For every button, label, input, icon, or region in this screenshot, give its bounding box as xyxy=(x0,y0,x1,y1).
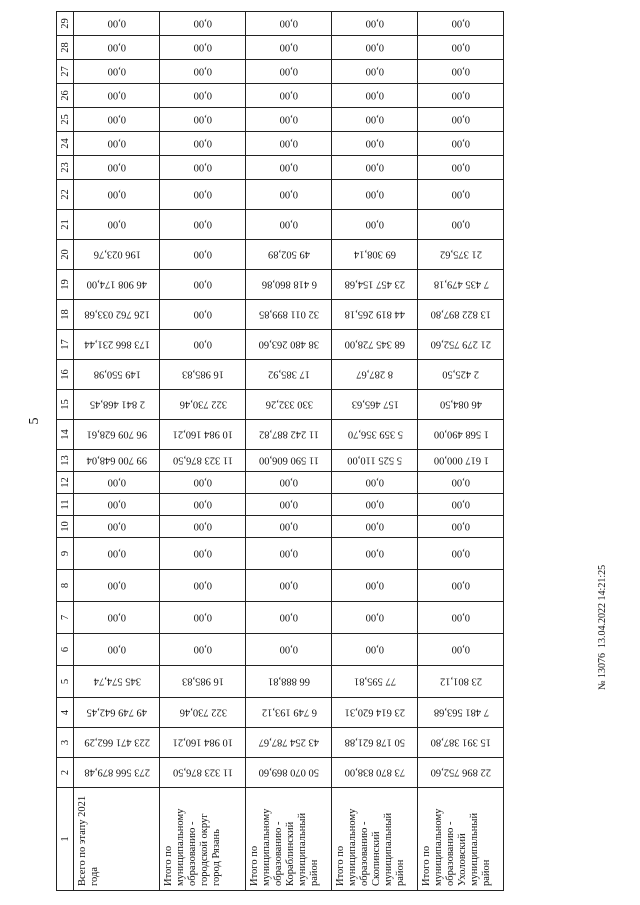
table-cell: 0,00 xyxy=(418,538,504,570)
table-cell: 0,00 xyxy=(418,108,504,132)
table-cell: 0,00 xyxy=(418,84,504,108)
table-cell: 0,00 xyxy=(332,538,418,570)
table-cell: 0,00 xyxy=(418,210,504,240)
table-cell: 0,00 xyxy=(74,516,160,538)
table-cell: 6 749 193,12 xyxy=(246,698,332,728)
table-cell: 0,00 xyxy=(160,156,246,180)
table-cell: 0,00 xyxy=(246,538,332,570)
table-row xyxy=(160,12,246,891)
column-header-3: 3 xyxy=(57,728,74,758)
table-cell: 0,00 xyxy=(418,36,504,60)
row-label: Итого по муниципальному образованию - Скопинский муниципальный район xyxy=(332,788,418,891)
table-cell: 16 985,83 xyxy=(160,360,246,390)
table-cell: 0,00 xyxy=(74,60,160,84)
table-cell: 0,00 xyxy=(74,494,160,516)
table-cell: 273 566 879,48 xyxy=(74,758,160,788)
table-cell: 0,00 xyxy=(332,156,418,180)
table-cell: 0,00 xyxy=(332,36,418,60)
column-header-23: 23 xyxy=(57,156,74,180)
table-cell: 0,00 xyxy=(74,108,160,132)
column-header-12: 12 xyxy=(57,472,74,494)
table-cell: 0,00 xyxy=(74,472,160,494)
table-cell: 69 308,14 xyxy=(332,240,418,270)
table-cell: 0,00 xyxy=(418,156,504,180)
table-cell: 0,00 xyxy=(418,132,504,156)
table-cell: 5 525 110,00 xyxy=(332,450,418,472)
column-header-6: 6 xyxy=(57,634,74,666)
table-cell: 0,00 xyxy=(418,472,504,494)
table-cell: 77 595,81 xyxy=(332,666,418,698)
table-cell: 0,00 xyxy=(246,516,332,538)
column-header-24: 24 xyxy=(57,132,74,156)
table-cell: 15 391 387,80 xyxy=(418,728,504,758)
table-cell: 11 323 876,50 xyxy=(160,758,246,788)
table-cell: 50 070 869,60 xyxy=(246,758,332,788)
table-row xyxy=(246,12,332,891)
table-cell: 66 888,81 xyxy=(246,666,332,698)
table-cell: 223 471 662,29 xyxy=(74,728,160,758)
table-cell: 68 345 728,00 xyxy=(332,330,418,360)
column-header-4: 4 xyxy=(57,698,74,728)
table-cell: 43 254 787,67 xyxy=(246,728,332,758)
column-header-13: 13 xyxy=(57,450,74,472)
table-cell: 0,00 xyxy=(332,84,418,108)
table-cell: 0,00 xyxy=(74,602,160,634)
table-cell: 0,00 xyxy=(74,180,160,210)
table-cell: 322 730,46 xyxy=(160,390,246,420)
table-cell: 173 866 231,44 xyxy=(74,330,160,360)
table-cell: 149 550,98 xyxy=(74,360,160,390)
row-label: Итого по муниципальному образованию - городской округ город Рязань xyxy=(160,788,246,891)
budget-table-wrapper xyxy=(56,14,503,891)
table-cell: 126 762 033,68 xyxy=(74,300,160,330)
table-cell: 0,00 xyxy=(332,210,418,240)
table-cell: 1 617 000,00 xyxy=(418,450,504,472)
table-cell: 0,00 xyxy=(160,240,246,270)
table-cell: 0,00 xyxy=(246,108,332,132)
table-cell: 0,00 xyxy=(160,12,246,36)
row-label: Итого по муниципальному образованию - Ухоловский муниципальный район xyxy=(418,788,504,891)
table-cell: 32 011 899,85 xyxy=(246,300,332,330)
table-cell: 99 700 648,04 xyxy=(74,450,160,472)
table-cell: 0,00 xyxy=(160,60,246,84)
table-cell: 17 385,92 xyxy=(246,360,332,390)
table-cell: 38 480 263,60 xyxy=(246,330,332,360)
column-header-18: 18 xyxy=(57,300,74,330)
table-cell: 49 502,89 xyxy=(246,240,332,270)
table-cell: 0,00 xyxy=(418,602,504,634)
table-cell: 0,00 xyxy=(74,156,160,180)
column-header-2: 2 xyxy=(57,758,74,788)
table-cell: 10 984 160,21 xyxy=(160,728,246,758)
table-cell: 0,00 xyxy=(160,494,246,516)
table-cell: 0,00 xyxy=(246,156,332,180)
column-header-17: 17 xyxy=(57,330,74,360)
table-cell: 0,00 xyxy=(418,570,504,602)
column-header-15: 15 xyxy=(57,390,74,420)
table-cell: 0,00 xyxy=(246,210,332,240)
column-header-14: 14 xyxy=(57,420,74,450)
column-header-29: 29 xyxy=(57,12,74,36)
column-header-28: 28 xyxy=(57,36,74,60)
table-cell: 0,00 xyxy=(74,570,160,602)
table-cell: 0,00 xyxy=(160,330,246,360)
table-cell: 11 323 876,50 xyxy=(160,450,246,472)
table-cell: 96 709 628,61 xyxy=(74,420,160,450)
table-cell: 0,00 xyxy=(332,108,418,132)
table-cell: 0,00 xyxy=(160,300,246,330)
table-cell: 0,00 xyxy=(246,12,332,36)
table-cell: 2 425,50 xyxy=(418,360,504,390)
table-cell: 0,00 xyxy=(160,84,246,108)
table-cell: 0,00 xyxy=(74,36,160,60)
table-cell: 0,00 xyxy=(246,60,332,84)
table-cell: 0,00 xyxy=(160,472,246,494)
table-cell: 0,00 xyxy=(332,180,418,210)
table-cell: 7 435 479,18 xyxy=(418,270,504,300)
table-cell: 0,00 xyxy=(160,270,246,300)
table-cell: 50 178 621,88 xyxy=(332,728,418,758)
table-cell: 0,00 xyxy=(332,602,418,634)
column-header-25: 25 xyxy=(57,108,74,132)
table-cell: 0,00 xyxy=(74,12,160,36)
table-cell: 0,00 xyxy=(418,494,504,516)
table-row xyxy=(332,12,418,891)
table-cell: 7 481 563,68 xyxy=(418,698,504,728)
table-cell: 10 984 160,21 xyxy=(160,420,246,450)
table-body xyxy=(74,12,504,891)
table-cell: 0,00 xyxy=(332,516,418,538)
table-cell: 0,00 xyxy=(418,12,504,36)
column-header-7: 7 xyxy=(57,602,74,634)
table-cell: 0,00 xyxy=(246,494,332,516)
row-label: Итого по муниципальному образованию - Кораблинский муниципальный район xyxy=(246,788,332,891)
column-header-8: 8 xyxy=(57,570,74,602)
table-cell: 21 375,62 xyxy=(418,240,504,270)
table-cell: 0,00 xyxy=(418,180,504,210)
table-cell: 0,00 xyxy=(418,634,504,666)
table-cell: 23 614 620,31 xyxy=(332,698,418,728)
table-cell: 11 242 887,82 xyxy=(246,420,332,450)
table-cell: 0,00 xyxy=(160,132,246,156)
table-cell: 345 574,74 xyxy=(74,666,160,698)
table-cell: 0,00 xyxy=(332,12,418,36)
table-cell: 0,00 xyxy=(74,132,160,156)
table-cell: 73 870 838,00 xyxy=(332,758,418,788)
table-cell: 0,00 xyxy=(246,84,332,108)
table-row xyxy=(418,12,504,891)
table-cell: 0,00 xyxy=(160,538,246,570)
document-timestamp: 13.04.2022 14:21:25 xyxy=(597,564,608,648)
table-cell: 49 749 642,45 xyxy=(74,698,160,728)
column-header-5: 5 xyxy=(57,666,74,698)
table-cell: 23 457 154,68 xyxy=(332,270,418,300)
table-cell: 0,00 xyxy=(246,180,332,210)
column-header-9: 9 xyxy=(57,538,74,570)
table-cell: 0,00 xyxy=(332,60,418,84)
table-cell: 0,00 xyxy=(246,602,332,634)
table-cell: 0,00 xyxy=(332,472,418,494)
table-cell: 0,00 xyxy=(246,472,332,494)
table-cell: 1 568 490,00 xyxy=(418,420,504,450)
table-cell: 16 985,83 xyxy=(160,666,246,698)
table-cell: 44 819 265,18 xyxy=(332,300,418,330)
table-cell: 46 908 174,00 xyxy=(74,270,160,300)
table-cell: 0,00 xyxy=(160,108,246,132)
column-header-26: 26 xyxy=(57,84,74,108)
column-header-27: 27 xyxy=(57,60,74,84)
column-number-row xyxy=(57,12,74,891)
table-cell: 0,00 xyxy=(74,210,160,240)
table-cell: 0,00 xyxy=(160,634,246,666)
table-cell: 0,00 xyxy=(332,634,418,666)
table-cell: 0,00 xyxy=(418,516,504,538)
table-cell: 0,00 xyxy=(418,60,504,84)
table-cell: 0,00 xyxy=(332,570,418,602)
table-cell: 0,00 xyxy=(246,132,332,156)
column-header-22: 22 xyxy=(57,180,74,210)
table-cell: 0,00 xyxy=(332,132,418,156)
table-cell: 22 896 752,60 xyxy=(418,758,504,788)
table-cell: 322 730,46 xyxy=(160,698,246,728)
table-cell: 0,00 xyxy=(332,494,418,516)
table-cell: 46 084,50 xyxy=(418,390,504,420)
document-number: № 13076 xyxy=(597,652,608,690)
page-number: 5 xyxy=(27,417,42,425)
table-cell: 2 841 468,45 xyxy=(74,390,160,420)
table-cell: 0,00 xyxy=(246,570,332,602)
table-cell: 6 418 860,86 xyxy=(246,270,332,300)
table-cell: 196 023,76 xyxy=(74,240,160,270)
column-header-16: 16 xyxy=(57,360,74,390)
budget-table xyxy=(56,11,504,891)
table-cell: 13 822 897,80 xyxy=(418,300,504,330)
row-label: Всего по этапу 2021 года xyxy=(74,788,160,891)
table-cell: 0,00 xyxy=(160,36,246,60)
table-cell: 11 590 606,00 xyxy=(246,450,332,472)
table-cell: 0,00 xyxy=(160,210,246,240)
table-row xyxy=(74,12,160,891)
table-cell: 0,00 xyxy=(246,36,332,60)
table-cell: 0,00 xyxy=(74,634,160,666)
column-header-20: 20 xyxy=(57,240,74,270)
table-cell: 8 287,67 xyxy=(332,360,418,390)
document-footer xyxy=(597,565,608,690)
column-header-21: 21 xyxy=(57,210,74,240)
column-header-19: 19 xyxy=(57,270,74,300)
table-cell: 0,00 xyxy=(160,570,246,602)
table-cell: 21 279 752,60 xyxy=(418,330,504,360)
table-cell: 5 359 356,70 xyxy=(332,420,418,450)
table-cell: 0,00 xyxy=(160,602,246,634)
table-cell: 0,00 xyxy=(160,180,246,210)
table-cell: 23 801,12 xyxy=(418,666,504,698)
table-cell: 330 332,26 xyxy=(246,390,332,420)
table-cell: 0,00 xyxy=(246,634,332,666)
column-header-1: 1 xyxy=(57,788,74,891)
column-header-11: 11 xyxy=(57,494,74,516)
table-cell: 0,00 xyxy=(74,84,160,108)
table-cell: 157 465,63 xyxy=(332,390,418,420)
table-cell: 0,00 xyxy=(160,516,246,538)
table-cell: 0,00 xyxy=(74,538,160,570)
column-header-10: 10 xyxy=(57,516,74,538)
